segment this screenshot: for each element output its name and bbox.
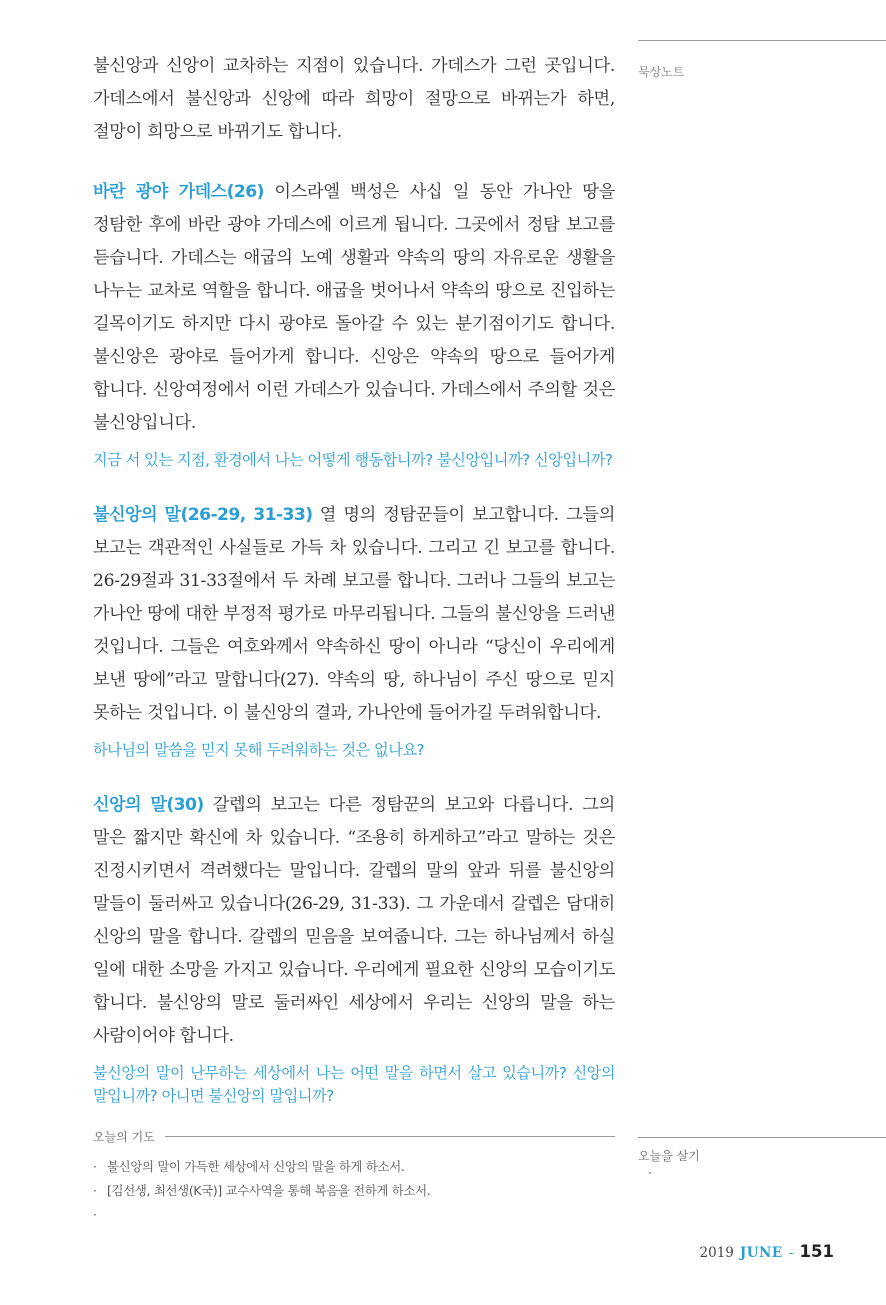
- section-paragraph: [93, 499, 615, 730]
- section-body: 열 명의 정탐꾼들이 보고합니다. 그들의 보고는 객관적인 사실들로 가득 차 있습니다. 그리고 긴 보고를 합니다. 26-29절과 31-33절에서 두 차례 보고를 합니다. 그러나 그들의 보고는 가나안 땅에 대한 부정적 평가로 마무리됩니다. 그들의 불신앙을 드러낸 것입니다. 그들은 여호와께서 약속하신 땅이 아니라 “당신이 우리에게 보낸 땅에”라고 말합니다(27). 약속의 땅, 하나님이 주신 땅으로 믿지 못하는 것입니다. 이 불신앙의 결과, 가나안에 들어가길 두려워합니다.: [93, 505, 615, 723]
- section-paragraph: [93, 789, 615, 1053]
- reflection-question: 지금 서 있는 지점, 환경에서 나는 어떻게 행동합니까? 불신앙입니까? 신앙입니까?: [93, 451, 613, 469]
- list-item: [93, 1203, 615, 1227]
- section-paragraph: [93, 176, 615, 440]
- prayer-item-text: 불신앙의 말이 가득한 세상에서 신앙의 말을 하게 하소서.: [107, 1159, 405, 1174]
- page-footer: [700, 1242, 834, 1261]
- section-heading: 신앙의 말(30): [93, 795, 204, 815]
- reflection-question: 하나님의 말씀을 믿지 못해 두려워하는 것은 없나요?: [93, 741, 425, 759]
- intro-paragraph: 불신앙과 신앙이 교차하는 지점이 있습니다. 가데스가 그런 곳입니다. 가데스에서 불신앙과 신앙에 따라 희망이 절망으로 바뀌는가 하면, 절망이 희망으로 바뀌기도 합니다.: [93, 56, 615, 142]
- prayer-item-text: [김선생, 최선생(K국)] 교수사역을 통해 복음을 전하게 하소서.: [107, 1183, 431, 1198]
- reflection-question: 불신앙의 말이 난무하는 세상에서 나는 어떤 말을 하면서 살고 있습니까? 신앙의 말입니까? 아니면 불신앙의 말입니까?: [93, 1064, 615, 1105]
- todays-prayer-section: [93, 1128, 615, 1227]
- footer-month: JUNE: [739, 1245, 783, 1261]
- bullet: ·: [93, 1207, 97, 1222]
- section-heading: 바란 광야 가데스(26): [93, 182, 264, 202]
- prayer-title: 오늘의 기도: [93, 1130, 155, 1144]
- bullet: ·: [648, 1166, 652, 1180]
- prayer-header: [93, 1128, 615, 1145]
- divider: [165, 1136, 615, 1137]
- section-body: 이스라엘 백성은 사십 일 동안 가나안 땅을 정탐한 후에 바란 광야 가데스에 이르게 됩니다. 그곳에서 정탐 보고를 듣습니다. 가데스는 애굽의 노예 생활과 약속의 땅의 자유로운 생활을 나누는 교차로 역할을 합니다. 애굽을 벗어나서 약속의 땅으로 진입하는 길목이기도 하지만 다시 광야로 돌아갈 수 있는 분기점이기도 합니다. 불신앙은 광야로 들어가게 합니다. 신앙은 약속의 땅으로 들어가게 합니다. 신앙여정에서 이런 가데스가 있습니다. 가데스에서 주의할 것은 불신앙입니다.: [93, 182, 615, 433]
- prayer-list: [93, 1155, 615, 1227]
- bullet: ·: [93, 1159, 97, 1174]
- footer-separator: -: [788, 1245, 794, 1261]
- page-number: 151: [799, 1242, 834, 1261]
- list-item: [93, 1179, 615, 1203]
- bullet: ·: [93, 1183, 97, 1198]
- footer-year: 2019: [699, 1245, 734, 1261]
- main-text-column: [93, 50, 615, 1108]
- list-item: [93, 1155, 615, 1179]
- meditation-note-label: 묵상노트: [638, 65, 685, 79]
- section-heading: 불신앙의 말(26-29, 31-33): [93, 505, 313, 525]
- live-today-section: [638, 1137, 886, 1180]
- meditation-note-panel: [638, 40, 886, 80]
- section-body: 갈렙의 보고는 다른 정탐꾼의 보고와 다릅니다. 그의 말은 짧지만 확신에 차 있습니다. “조용히 하게하고”라고 말하는 것은 진정시키면서 격려했다는 말입니다. 갈렙의 말의 앞과 뒤를 불신앙의 말들이 둘러싸고 있습니다(26-29, 31-33). 그 가운데서 갈렙은 담대히 신앙의 말을 합니다. 갈렙의 믿음을 보여줍니다. 그는 하나님께서 하실 일에 대한 소망을 가지고 있습니다. 우리에게 필요한 신앙의 모습이기도 합니다. 불신앙의 말로 둘러싸인 세상에서 우리는 신앙의 말을 하는 사람이어야 합니다.: [93, 795, 615, 1046]
- live-today-title: 오늘을 살기: [638, 1149, 700, 1163]
